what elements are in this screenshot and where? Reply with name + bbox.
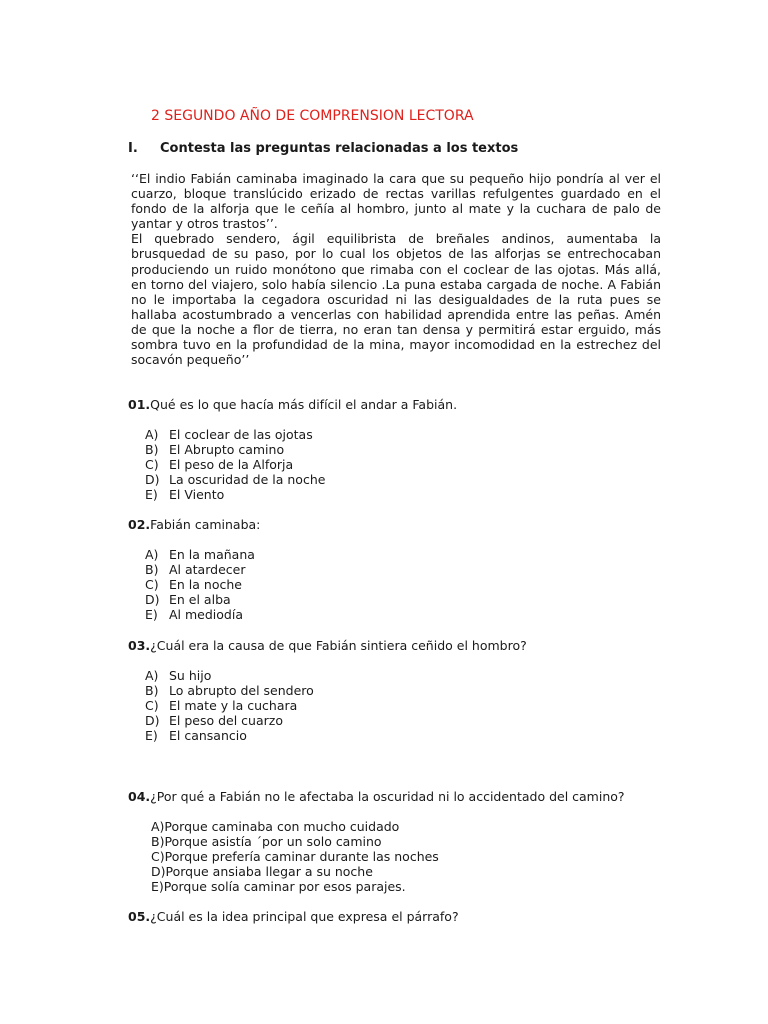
section-heading (128, 141, 518, 156)
question-02 (128, 517, 260, 532)
passage-paragraph-2: El quebrado sendero, ágil equilibrista de breñales andinos, aumentaba la brusquedad de su paso, por lo cual los objetos de las alforjas se entrechocaban produciendo un ruido monótono que rimaba con el coclear de las ojotas. Más allá, en torno del viajero, solo había silencio .La puna estaba cargada de noche. A Fabián no le importaba la cegadora oscuridad ni las desigualdades de la ruta pues se hallaba acostumbrado a vencerlas con habilidad aprendida entre las peñas. Amén de que la noche a flor de tierra, no eran tan densa y permitirá estar erguido, más sombra tuvo en la profundidad de la mina, mayor incomodidad en la estrechez del socavón pequeño’’ (131, 231, 661, 368)
option-text: El Abrupto camino (169, 442, 285, 458)
section-heading-text: Contesta las preguntas relacionadas a los textos (160, 141, 519, 156)
option (145, 713, 314, 728)
option (145, 683, 314, 698)
option (145, 562, 255, 577)
option-letter: E) (145, 607, 158, 623)
option (145, 427, 325, 442)
question-04 (128, 789, 625, 804)
option (145, 698, 314, 713)
option-letter: D) (145, 713, 160, 729)
option-text: El coclear de las ojotas (169, 427, 313, 442)
option (145, 487, 325, 502)
option-text: La oscuridad de la noche (169, 472, 326, 488)
question-text: ¿Por qué a Fabián no le afectaba la oscuridad ni lo accidentado del camino? (150, 789, 625, 804)
question-04-options (151, 819, 439, 894)
question-03-options (145, 668, 314, 743)
document-title: 2 SEGUNDO AÑO DE COMPRENSION LECTORA (151, 108, 474, 124)
option-letter: E) (145, 487, 158, 503)
question-01-options (145, 427, 325, 502)
option-letter: C) (145, 698, 159, 714)
option (145, 472, 325, 487)
option-letter: D) (145, 472, 160, 488)
option-text: En la mañana (169, 547, 255, 562)
option-letter: C) (145, 577, 159, 593)
option-letter: D) (145, 592, 160, 608)
option (145, 457, 325, 472)
option: C)Porque prefería caminar durante las noches (151, 849, 439, 865)
question-01 (128, 397, 457, 412)
option-text: El peso de la Alforja (169, 457, 294, 473)
option (145, 577, 255, 592)
question-number: 05. (128, 909, 151, 924)
question-03 (128, 638, 527, 653)
option-letter: B) (145, 683, 159, 699)
option: E)Porque solía caminar por esos parajes. (151, 879, 406, 895)
reading-passage (131, 171, 661, 367)
option-letter: A) (145, 668, 159, 683)
question-text: Qué es lo que hacía más difícil el andar a Fabián. (150, 397, 458, 412)
section-number: I. (128, 141, 138, 156)
option-letter: A) (145, 547, 159, 562)
option-letter: A) (145, 427, 159, 442)
passage-paragraph-1: ‘‘El indio Fabián caminaba imaginado la cara que su pequeño hijo pondría al ver el cuarzo, bloque translúcido erizado de rectas varillas refulgentes guardado en el fondo de la alforja que le ceñía al hombro, junto al mate y la cuchara de palo de yantar y otros trastos’’. (131, 171, 661, 232)
option-text: Lo abrupto del sendero (169, 683, 314, 699)
option-text: Al mediodía (169, 607, 243, 623)
question-text: Fabián caminaba: (150, 517, 261, 532)
option (145, 592, 255, 607)
question-number: 04. (128, 789, 151, 804)
option (145, 442, 325, 457)
option (145, 668, 314, 683)
question-05 (128, 909, 459, 924)
option-letter: E) (145, 728, 158, 744)
option (145, 607, 255, 622)
question-number: 03. (128, 638, 151, 653)
question-02-options (145, 547, 255, 622)
option: A)Porque caminaba con mucho cuidado (151, 819, 400, 834)
option-text: Su hijo (169, 668, 212, 683)
option (145, 728, 314, 743)
option-text: El cansancio (169, 728, 247, 744)
question-number: 02. (128, 517, 151, 532)
option-letter: B) (145, 562, 159, 578)
option (145, 547, 255, 562)
option-text: El Viento (169, 487, 225, 503)
option-text: En la noche (169, 577, 242, 593)
question-number: 01. (128, 397, 151, 412)
option-text: Al atardecer (169, 562, 246, 578)
option: B)Porque asistía ´por un solo camino (151, 834, 382, 850)
question-text: ¿Cuál es la idea principal que expresa el párrafo? (150, 909, 459, 924)
option-letter: C) (145, 457, 159, 473)
option-text: El mate y la cuchara (169, 698, 298, 714)
option-text: El peso del cuarzo (169, 713, 283, 729)
question-text: ¿Cuál era la causa de que Fabián sintiera ceñido el hombro? (150, 638, 527, 653)
option-letter: B) (145, 442, 159, 458)
option-text: En el alba (169, 592, 231, 608)
option: D)Porque ansiaba llegar a su noche (151, 864, 373, 880)
